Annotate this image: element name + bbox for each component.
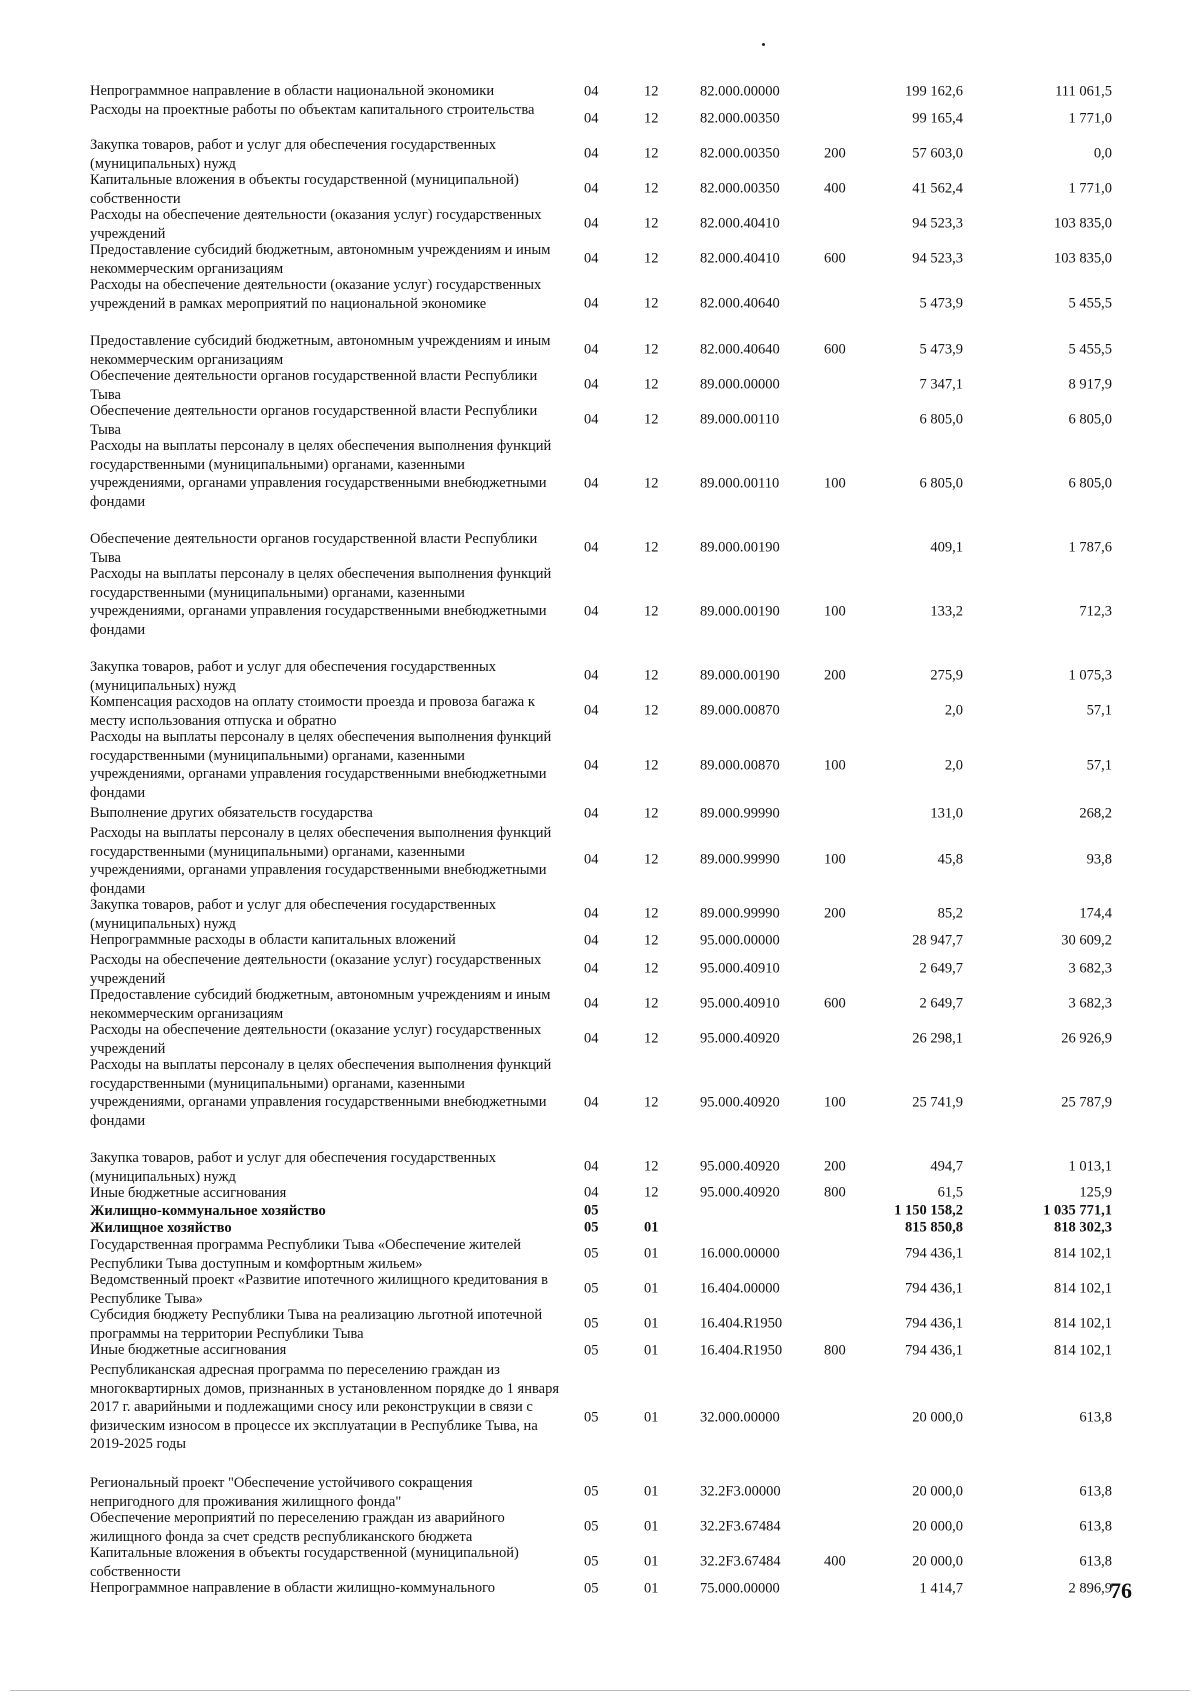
table-row <box>0 206 1200 241</box>
section-code: 04 <box>584 905 599 922</box>
subsection-code: 12 <box>644 180 659 197</box>
row-name: Иные бюджетные ассигнования <box>90 1342 287 1358</box>
table-row <box>0 367 1200 402</box>
amount-year-2: 57,1 <box>1086 757 1112 774</box>
amount-year-1: 20 000,0 <box>912 1553 963 1570</box>
expense-type-code: 800 <box>824 1342 846 1359</box>
target-article-code: 89.000.99990 <box>700 851 780 868</box>
table-row <box>0 804 1200 824</box>
section-code: 04 <box>584 1030 599 1047</box>
amount-year-1: 133,2 <box>930 603 963 620</box>
expense-type-code: 200 <box>824 667 846 684</box>
amount-year-1: 6 805,0 <box>919 411 963 428</box>
table-row <box>0 1219 1200 1236</box>
target-article-code: 95.000.40920 <box>700 1030 780 1047</box>
row-name: Жилищно-коммунальное хозяйство <box>90 1203 326 1219</box>
amount-year-2: 1 035 771,1 <box>1043 1202 1112 1219</box>
amount-year-1: 794 436,1 <box>905 1280 963 1297</box>
section-code: 04 <box>584 215 599 232</box>
amount-year-1: 131,0 <box>930 805 963 822</box>
amount-year-1: 2,0 <box>944 702 963 719</box>
row-name: Расходы на выплаты персоналу в целях обеспечения выполнения функций государственными (муниципальными) органами, казенными учреждениями, органами управления государственными внебюджетными фондами <box>90 729 552 801</box>
row-name: Расходы на обеспечение деятельности (оказание услуг) государственных учреждений <box>90 952 542 987</box>
subsection-code: 01 <box>644 1219 659 1236</box>
amount-year-1: 20 000,0 <box>912 1409 963 1426</box>
expense-type-code: 800 <box>824 1184 846 1201</box>
amount-year-2: 8 917,9 <box>1068 376 1112 393</box>
amount-year-2: 3 682,3 <box>1068 960 1112 977</box>
row-name: Республиканская адресная программа по переселению граждан из многоквартирных домов, признанных в установленном порядке до 1 января 2017 г. аварийными и подлежащими сносу или реконструкции в связи с физическим износом в процессе их эксплуатации в Республике Тыва, на 2019-2025 годы <box>90 1362 559 1453</box>
table-row <box>0 82 1200 102</box>
target-article-code: 32.2F3.67484 <box>700 1553 781 1570</box>
section-code: 04 <box>584 110 599 127</box>
section-code: 04 <box>584 250 599 267</box>
section-code: 04 <box>584 539 599 556</box>
table-row <box>0 437 1200 530</box>
amount-year-1: 199 162,6 <box>905 83 963 100</box>
section-code: 04 <box>584 83 599 100</box>
amount-year-1: 6 805,0 <box>919 475 963 492</box>
subsection-code: 12 <box>644 1030 659 1047</box>
target-article-code: 89.000.00870 <box>700 757 780 774</box>
amount-year-1: 1 414,7 <box>919 1580 963 1597</box>
amount-year-1: 2 649,7 <box>919 960 963 977</box>
subsection-code: 12 <box>644 145 659 162</box>
section-code: 05 <box>584 1245 599 1262</box>
expense-type-code: 100 <box>824 851 846 868</box>
amount-year-2: 174,4 <box>1079 905 1112 922</box>
amount-year-2: 814 102,1 <box>1054 1315 1112 1332</box>
row-name: Непрограммное направление в области национальной экономики <box>90 83 495 99</box>
subsection-code: 01 <box>644 1245 659 1262</box>
subsection-code: 12 <box>644 603 659 620</box>
table-row <box>0 1184 1200 1202</box>
target-article-code: 89.000.00190 <box>700 603 780 620</box>
table-row <box>0 530 1200 565</box>
section-code: 04 <box>584 851 599 868</box>
section-code: 04 <box>584 995 599 1012</box>
table-row <box>0 824 1200 896</box>
amount-year-2: 57,1 <box>1086 702 1112 719</box>
amount-year-1: 20 000,0 <box>912 1483 963 1500</box>
amount-year-1: 57 603,0 <box>912 145 963 162</box>
amount-year-1: 794 436,1 <box>905 1342 963 1359</box>
row-name: Расходы на выплаты персоналу в целях обеспечения выполнения функций государственными (муниципальными) органами, казенными учреждениями, органами управления государственными внебюджетными фондами <box>90 566 552 638</box>
amount-year-1: 20 000,0 <box>912 1518 963 1535</box>
amount-year-2: 2 896,9 <box>1068 1580 1112 1597</box>
section-code: 04 <box>584 932 599 949</box>
subsection-code: 12 <box>644 757 659 774</box>
target-article-code: 89.000.99990 <box>700 805 780 822</box>
row-name: Обеспечение деятельности органов государственной власти Республики Тыва <box>90 531 538 566</box>
table-row <box>0 171 1200 206</box>
target-article-code: 89.000.00190 <box>700 539 780 556</box>
amount-year-2: 93,8 <box>1086 851 1112 868</box>
row-name: Капитальные вложения в объекты государственной (муниципальной) собственности <box>90 1545 519 1580</box>
amount-year-2: 3 682,3 <box>1068 995 1112 1012</box>
amount-year-1: 794 436,1 <box>905 1315 963 1332</box>
amount-year-1: 1 150 158,2 <box>894 1202 963 1219</box>
target-article-code: 82.000.00350 <box>700 180 780 197</box>
row-name: Обеспечение деятельности органов государственной власти Республики Тыва <box>90 403 538 438</box>
table-row <box>0 986 1200 1021</box>
target-article-code: 89.000.00110 <box>700 411 780 428</box>
amount-year-1: 494,7 <box>930 1158 963 1175</box>
expense-type-code: 100 <box>824 603 846 620</box>
table-row <box>0 1579 1200 1599</box>
target-article-code: 95.000.40920 <box>700 1158 780 1175</box>
table-row <box>0 658 1200 693</box>
expense-type-code: 400 <box>824 1553 846 1570</box>
subsection-code: 01 <box>644 1280 659 1297</box>
amount-year-2: 111 061,5 <box>1055 83 1112 100</box>
amount-year-1: 5 473,9 <box>919 295 963 312</box>
table-row <box>0 1236 1200 1271</box>
amount-year-2: 6 805,0 <box>1068 411 1112 428</box>
subsection-code: 01 <box>644 1483 659 1500</box>
amount-year-1: 2,0 <box>944 757 963 774</box>
amount-year-2: 814 102,1 <box>1054 1342 1112 1359</box>
subsection-code: 01 <box>644 1580 659 1597</box>
amount-year-2: 613,8 <box>1079 1483 1112 1500</box>
section-code: 05 <box>584 1553 599 1570</box>
row-name: Иные бюджетные ассигнования <box>90 1185 287 1201</box>
table-row <box>0 728 1200 804</box>
target-article-code: 89.000.00190 <box>700 667 780 684</box>
table-row <box>0 951 1200 986</box>
table-row <box>0 1474 1200 1509</box>
amount-year-2: 6 805,0 <box>1068 475 1112 492</box>
row-name: Обеспечение мероприятий по переселению граждан из аварийного жилищного фонда за счет средств республиканского бюджета <box>90 1510 505 1545</box>
section-code: 04 <box>584 757 599 774</box>
subsection-code: 12 <box>644 667 659 684</box>
subsection-code: 12 <box>644 905 659 922</box>
expense-type-code: 200 <box>824 145 846 162</box>
amount-year-1: 94 523,3 <box>912 250 963 267</box>
subsection-code: 12 <box>644 995 659 1012</box>
table-row <box>0 332 1200 367</box>
row-name: Непрограммное направление в области жилищно-коммунального <box>90 1580 496 1596</box>
expense-type-code: 200 <box>824 905 846 922</box>
section-code: 04 <box>584 603 599 620</box>
section-code: 04 <box>584 805 599 822</box>
section-code: 04 <box>584 1184 599 1201</box>
amount-year-1: 2 649,7 <box>919 995 963 1012</box>
row-name: Расходы на проектные работы по объектам капитального строительства <box>90 102 535 118</box>
section-code: 05 <box>584 1518 599 1535</box>
amount-year-2: 30 609,2 <box>1061 932 1112 949</box>
subsection-code: 12 <box>644 411 659 428</box>
section-code: 05 <box>584 1202 599 1219</box>
amount-year-2: 613,8 <box>1079 1409 1112 1426</box>
section-code: 05 <box>584 1483 599 1500</box>
table-row <box>0 1544 1200 1579</box>
subsection-code: 01 <box>644 1315 659 1332</box>
table-row <box>0 1361 1200 1474</box>
table-row <box>0 693 1200 728</box>
subsection-code: 12 <box>644 475 659 492</box>
expense-type-code: 400 <box>824 180 846 197</box>
amount-year-2: 0,0 <box>1093 145 1112 162</box>
target-article-code: 82.000.40410 <box>700 215 780 232</box>
row-name: Субсидия бюджету Республики Тыва на реализацию льготной ипотечной программы на территории Республики Тыва <box>90 1307 543 1342</box>
amount-year-1: 7 347,1 <box>919 376 963 393</box>
subsection-code: 12 <box>644 250 659 267</box>
section-code: 04 <box>584 1094 599 1111</box>
table-row <box>0 1056 1200 1149</box>
subsection-code: 12 <box>644 539 659 556</box>
row-name: Расходы на выплаты персоналу в целях обеспечения выполнения функций государственными (муниципальными) органами, казенными учреждениями, органами управления государственными внебюджетными фондами <box>90 825 552 897</box>
row-name: Закупка товаров, работ и услуг для обеспечения государственных (муниципальных) нужд <box>90 137 497 172</box>
table-row <box>0 1271 1200 1306</box>
amount-year-2: 613,8 <box>1079 1553 1112 1570</box>
amount-year-2: 1 075,3 <box>1068 667 1112 684</box>
section-code: 05 <box>584 1315 599 1332</box>
amount-year-2: 26 926,9 <box>1061 1030 1112 1047</box>
section-code: 04 <box>584 376 599 393</box>
target-article-code: 32.2F3.67484 <box>700 1518 781 1535</box>
subsection-code: 12 <box>644 702 659 719</box>
table-row <box>0 1509 1200 1544</box>
target-article-code: 95.000.00000 <box>700 932 780 949</box>
expense-type-code: 600 <box>824 995 846 1012</box>
amount-year-2: 1 787,6 <box>1068 539 1112 556</box>
row-name: Ведомственный проект «Развитие ипотечного жилищного кредитования в Республике Тыва» <box>90 1272 548 1307</box>
target-article-code: 95.000.40920 <box>700 1184 780 1201</box>
table-row <box>0 1306 1200 1341</box>
target-article-code: 32.2F3.00000 <box>700 1483 781 1500</box>
section-code: 04 <box>584 180 599 197</box>
subsection-code: 12 <box>644 805 659 822</box>
expense-type-code: 600 <box>824 341 846 358</box>
row-name: Региональный проект "Обеспечение устойчивого сокращения непригодного для проживания жилищного фонда" <box>90 1475 473 1510</box>
table-row <box>0 101 1200 136</box>
target-article-code: 89.000.00000 <box>700 376 780 393</box>
expense-type-code: 200 <box>824 1158 846 1175</box>
row-name: Расходы на выплаты персоналу в целях обеспечения выполнения функций государственными (муниципальными) органами, казенными учреждениями, органами управления государственными внебюджетными фондами <box>90 438 552 510</box>
target-article-code: 89.000.00110 <box>700 475 780 492</box>
amount-year-2: 818 302,3 <box>1054 1219 1112 1236</box>
table-row <box>0 565 1200 658</box>
row-name: Предоставление субсидий бюджетным, автономным учреждениям и иным некоммерческим организациям <box>90 987 551 1022</box>
section-code: 04 <box>584 145 599 162</box>
section-code: 04 <box>584 475 599 492</box>
table-row <box>0 1149 1200 1184</box>
subsection-code: 12 <box>644 932 659 949</box>
target-article-code: 82.000.40410 <box>700 250 780 267</box>
subsection-code: 12 <box>644 851 659 868</box>
amount-year-1: 409,1 <box>930 539 963 556</box>
bottom-divider <box>10 1690 1190 1691</box>
row-name: Жилищное хозяйство <box>90 1220 232 1236</box>
section-code: 05 <box>584 1342 599 1359</box>
subsection-code: 12 <box>644 83 659 100</box>
amount-year-1: 5 473,9 <box>919 341 963 358</box>
amount-year-2: 814 102,1 <box>1054 1280 1112 1297</box>
subsection-code: 01 <box>644 1342 659 1359</box>
row-name: Предоставление субсидий бюджетным, автономным учреждениям и иным некоммерческим организациям <box>90 333 551 368</box>
row-name: Обеспечение деятельности органов государственной власти Республики Тыва <box>90 368 538 403</box>
amount-year-2: 5 455,5 <box>1068 341 1112 358</box>
row-name: Непрограммные расходы в области капитальных вложений <box>90 932 456 948</box>
target-article-code: 95.000.40910 <box>700 995 780 1012</box>
table-row <box>0 136 1200 171</box>
section-code: 04 <box>584 341 599 358</box>
table-row <box>0 402 1200 437</box>
amount-year-1: 28 947,7 <box>912 932 963 949</box>
amount-year-2: 125,9 <box>1079 1184 1112 1201</box>
target-article-code: 16.404.00000 <box>700 1280 780 1297</box>
section-code: 04 <box>584 411 599 428</box>
row-name: Предоставление субсидий бюджетным, автономным учреждениям и иным некоммерческим организациям <box>90 242 551 277</box>
table-row <box>0 276 1200 332</box>
section-code: 05 <box>584 1409 599 1426</box>
scan-dot <box>762 43 765 46</box>
section-code: 04 <box>584 295 599 312</box>
row-name: Выполнение других обязательств государства <box>90 805 373 821</box>
amount-year-2: 1 771,0 <box>1068 180 1112 197</box>
subsection-code: 12 <box>644 341 659 358</box>
target-article-code: 75.000.00000 <box>700 1580 780 1597</box>
row-name: Расходы на выплаты персоналу в целях обеспечения выполнения функций государственными (муниципальными) органами, казенными учреждениями, органами управления государственными внебюджетными фондами <box>90 1057 552 1129</box>
amount-year-2: 25 787,9 <box>1061 1094 1112 1111</box>
amount-year-1: 275,9 <box>930 667 963 684</box>
expense-type-code: 100 <box>824 757 846 774</box>
section-code: 05 <box>584 1580 599 1597</box>
row-name: Закупка товаров, работ и услуг для обеспечения государственных (муниципальных) нужд <box>90 1150 497 1185</box>
target-article-code: 82.000.40640 <box>700 341 780 358</box>
section-code: 04 <box>584 702 599 719</box>
subsection-code: 12 <box>644 1184 659 1201</box>
subsection-code: 12 <box>644 376 659 393</box>
amount-year-1: 85,2 <box>937 905 963 922</box>
row-name: Закупка товаров, работ и услуг для обеспечения государственных (муниципальных) нужд <box>90 659 497 694</box>
table-row <box>0 1021 1200 1056</box>
section-code: 05 <box>584 1280 599 1297</box>
target-article-code: 82.000.00350 <box>700 145 780 162</box>
table-row <box>0 1341 1200 1361</box>
row-name: Расходы на обеспечение деятельности (оказание услуг) государственных учреждений в рамках мероприятий по национальной экономике <box>90 277 542 312</box>
amount-year-2: 5 455,5 <box>1068 295 1112 312</box>
target-article-code: 95.000.40910 <box>700 960 780 977</box>
section-code: 04 <box>584 1158 599 1175</box>
target-article-code: 82.000.40640 <box>700 295 780 312</box>
row-name: Расходы на обеспечение деятельности (оказание услуг) государственных учреждений <box>90 1022 542 1057</box>
expense-type-code: 100 <box>824 475 846 492</box>
amount-year-1: 41 562,4 <box>912 180 963 197</box>
table-row <box>0 1202 1200 1219</box>
target-article-code: 89.000.99990 <box>700 905 780 922</box>
amount-year-2: 103 835,0 <box>1054 215 1112 232</box>
amount-year-1: 45,8 <box>937 851 963 868</box>
subsection-code: 12 <box>644 1094 659 1111</box>
row-name: Государственная программа Республики Тыва «Обеспечение жителей Республики Тыва доступным и комфортным жильем» <box>90 1237 522 1272</box>
amount-year-1: 794 436,1 <box>905 1245 963 1262</box>
table-row <box>0 896 1200 931</box>
amount-year-2: 268,2 <box>1079 805 1112 822</box>
amount-year-1: 815 850,8 <box>905 1219 963 1236</box>
amount-year-1: 26 298,1 <box>912 1030 963 1047</box>
target-article-code: 82.000.00350 <box>700 110 780 127</box>
section-code: 04 <box>584 667 599 684</box>
subsection-code: 01 <box>644 1553 659 1570</box>
target-article-code: 89.000.00870 <box>700 702 780 719</box>
subsection-code: 01 <box>644 1409 659 1426</box>
target-article-code: 32.000.00000 <box>700 1409 780 1426</box>
amount-year-1: 99 165,4 <box>912 110 963 127</box>
page-number: 76 <box>1110 1578 1132 1603</box>
subsection-code: 12 <box>644 215 659 232</box>
row-name: Закупка товаров, работ и услуг для обеспечения государственных (муниципальных) нужд <box>90 897 497 932</box>
section-code: 04 <box>584 960 599 977</box>
subsection-code: 01 <box>644 1518 659 1535</box>
table-row <box>0 931 1200 951</box>
expense-type-code: 100 <box>824 1094 846 1111</box>
subsection-code: 12 <box>644 295 659 312</box>
amount-year-1: 61,5 <box>937 1184 963 1201</box>
row-name: Капитальные вложения в объекты государственной (муниципальной) собственности <box>90 172 519 207</box>
subsection-code: 12 <box>644 1158 659 1175</box>
amount-year-2: 1 771,0 <box>1068 110 1112 127</box>
subsection-code: 12 <box>644 110 659 127</box>
section-code: 05 <box>584 1219 599 1236</box>
expense-type-code: 600 <box>824 250 846 267</box>
row-name: Расходы на обеспечение деятельности (оказания услуг) государственных учреждений <box>90 207 542 242</box>
target-article-code: 95.000.40920 <box>700 1094 780 1111</box>
amount-year-1: 25 741,9 <box>912 1094 963 1111</box>
subsection-code: 12 <box>644 960 659 977</box>
amount-year-2: 1 013,1 <box>1068 1158 1112 1175</box>
amount-year-2: 814 102,1 <box>1054 1245 1112 1262</box>
amount-year-1: 94 523,3 <box>912 215 963 232</box>
target-article-code: 16.404.R1950 <box>700 1342 783 1359</box>
table-row <box>0 241 1200 276</box>
row-name: Компенсация расходов на оплату стоимости проезда и провоза багажа к месту использования отпуска и обратно <box>90 694 535 729</box>
amount-year-2: 712,3 <box>1079 603 1112 620</box>
amount-year-2: 103 835,0 <box>1054 250 1112 267</box>
target-article-code: 82.000.00000 <box>700 83 780 100</box>
amount-year-2: 613,8 <box>1079 1518 1112 1535</box>
target-article-code: 16.404.R1950 <box>700 1315 783 1332</box>
target-article-code: 16.000.00000 <box>700 1245 780 1262</box>
